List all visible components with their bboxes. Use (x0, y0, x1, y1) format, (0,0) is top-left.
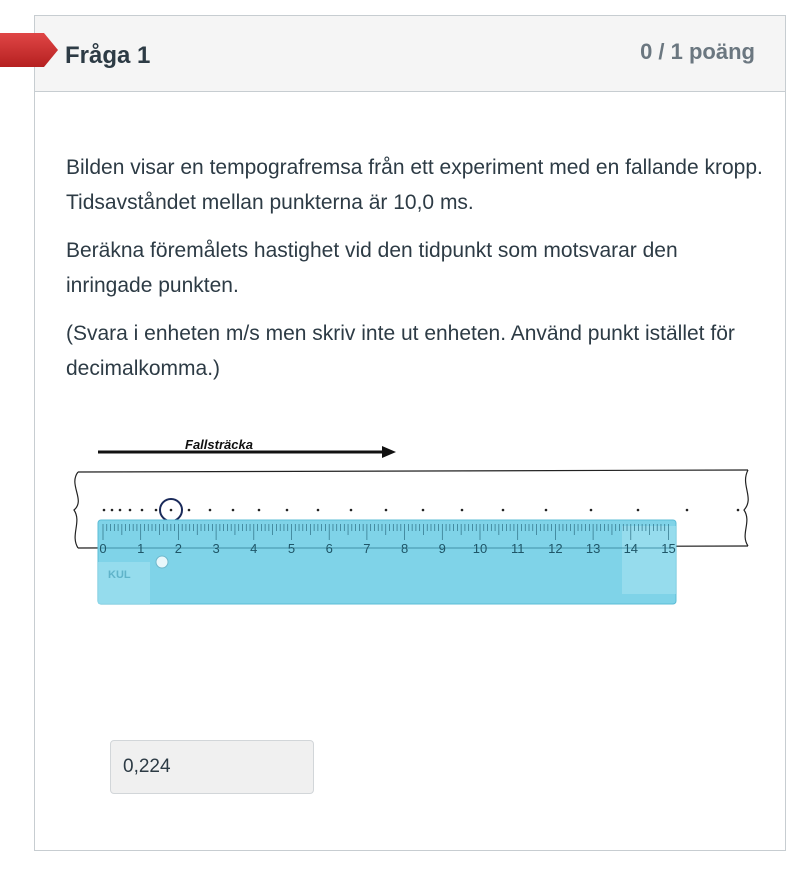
question-paragraph: Bilden visar en tempografremsa från ett experiment med en fallande kropp. Tidsavståndet mellan punkterna är 10,0 ms. (66, 156, 763, 214)
ruler-hole (156, 556, 168, 568)
ruler-number: 12 (548, 541, 563, 556)
fall-distance-label: Fallsträcka (185, 437, 253, 452)
question-text (66, 150, 766, 399)
ruler-number: 13 (585, 541, 601, 556)
tape-dot (258, 509, 261, 512)
tape-dot (103, 509, 106, 512)
ruler-number: 15 (661, 541, 676, 556)
tape-dot (286, 509, 289, 512)
question-paragraph: (Svara i enheten m/s men skriv inte ut enheten. Använd punkt istället för decimalkomma.) (66, 322, 735, 380)
ruler (98, 520, 676, 604)
ruler-number: 3 (212, 541, 220, 556)
tape-dot (385, 509, 388, 512)
tape-dot (545, 509, 548, 512)
question-paragraph: Beräkna föremålets hastighet vid den tidpunkt som motsvarar den inringade punkten. (66, 239, 678, 297)
ruler-number: 1 (137, 541, 145, 556)
tape-dot (155, 509, 158, 512)
ruler-number: 4 (250, 541, 258, 556)
ruler-number: 8 (400, 541, 409, 556)
ruler-number: 2 (174, 541, 183, 556)
tape-dot (170, 509, 173, 512)
tape-dot (737, 509, 740, 512)
tape-dot (141, 509, 144, 512)
tape-dot (422, 509, 425, 512)
ruler-number: 9 (438, 541, 446, 556)
tape-dot (637, 509, 640, 512)
tape-dots (103, 509, 740, 512)
ruler-number: 14 (623, 541, 639, 556)
tape-dot (461, 509, 464, 512)
ticker-tape-figure (60, 430, 760, 630)
ruler-brand: KUL (108, 569, 131, 581)
tape-dot (350, 509, 353, 512)
tape-dot (232, 509, 235, 512)
ruler-number: 0 (99, 541, 107, 556)
tape-dot (502, 509, 505, 512)
incorrect-flag-icon (0, 33, 58, 67)
tape-dot (317, 509, 320, 512)
question-header (35, 16, 785, 92)
ruler-number: 11 (510, 541, 525, 556)
ruler-number: 10 (472, 541, 488, 556)
tape-dot (129, 509, 132, 512)
arrow-head-icon (382, 446, 396, 458)
tape-dot (209, 509, 212, 512)
tape-dot (686, 509, 689, 512)
ruler-number: 6 (325, 541, 333, 556)
ruler-number: 5 (287, 541, 296, 556)
tape-dot (111, 509, 114, 512)
ruler-number: 7 (363, 541, 371, 556)
answer-input[interactable]: 0,224 (110, 740, 314, 794)
question-title: Fråga 1 (65, 42, 151, 69)
tape-dot (188, 509, 191, 512)
tape-dot (119, 509, 122, 512)
question-points: 0 / 1 poäng (640, 39, 755, 64)
tape-dot (590, 509, 593, 512)
